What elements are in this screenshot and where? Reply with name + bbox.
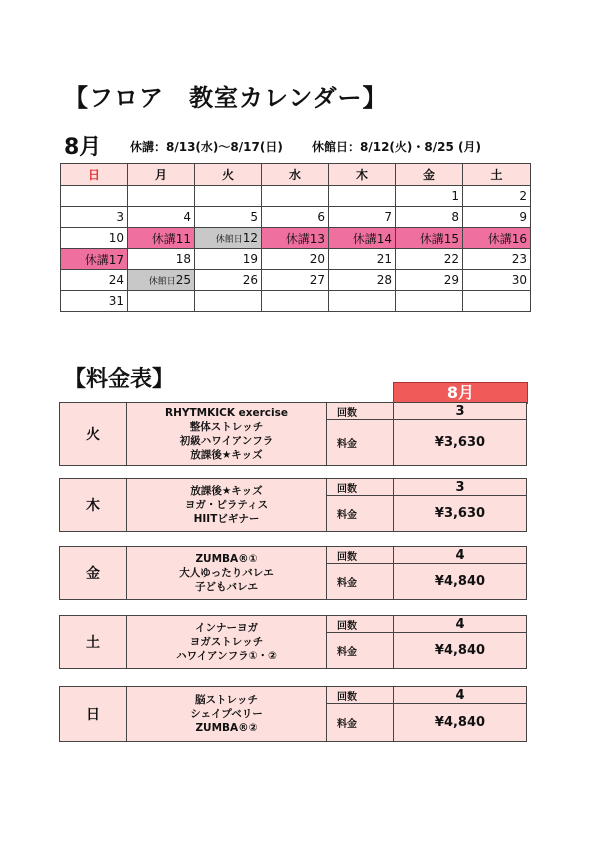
calendar-day: 20 xyxy=(262,249,329,270)
fee-classes xyxy=(127,403,327,466)
fee-price: ¥4,840 xyxy=(394,704,527,742)
calendar-day: 7 xyxy=(329,207,396,228)
count-label: 回数 xyxy=(327,403,394,420)
calendar-week-5 xyxy=(61,270,531,291)
calendar-week-6 xyxy=(61,291,531,312)
calendar-day: 23 xyxy=(463,249,531,270)
class-name: 放課後★キッズ xyxy=(190,449,263,461)
calendar-day xyxy=(329,291,396,312)
calendar-day: 21 xyxy=(329,249,396,270)
calendar-day xyxy=(195,291,262,312)
fee-label: 料金 xyxy=(327,496,394,532)
calendar-week-1 xyxy=(61,186,531,207)
calendar-day: 3 xyxy=(61,207,128,228)
calendar-day: 27 xyxy=(262,270,329,291)
fee-classes xyxy=(127,687,327,742)
calendar-day xyxy=(61,186,128,207)
count-value: 3 xyxy=(394,479,527,496)
weekday-tue: 火 xyxy=(195,164,262,186)
class-name: HIITビギナー xyxy=(193,513,260,525)
calendar-day: 4 xyxy=(128,207,195,228)
fee-table-title: 【料金表】 xyxy=(64,367,175,392)
fee-classes xyxy=(127,479,327,532)
class-name: インナーヨガ xyxy=(195,622,258,634)
count-label: 回数 xyxy=(327,547,394,564)
fee-label: 料金 xyxy=(327,704,394,742)
calendar-week-3 xyxy=(61,228,531,249)
count-label: 回数 xyxy=(327,616,394,633)
page-title: 【フロア 教室カレンダー】 xyxy=(64,84,388,112)
calendar-day-closed xyxy=(128,270,195,291)
calendar-day: 5 xyxy=(195,207,262,228)
calendar-day xyxy=(262,291,329,312)
fee-group-thu xyxy=(59,478,527,532)
class-name: ヨガストレッチ xyxy=(189,636,264,648)
count-label: 回数 xyxy=(327,479,394,496)
calendar-day: 28 xyxy=(329,270,396,291)
fee-label: 料金 xyxy=(327,564,394,600)
fee-day: 木 xyxy=(60,479,127,532)
month-heading: 8月 xyxy=(64,135,102,160)
calendar-day: 31 xyxy=(61,291,128,312)
calendar-day: 8 xyxy=(396,207,463,228)
calendar-day-lesson-break: 休講15 xyxy=(396,228,463,249)
fee-price: ¥4,840 xyxy=(394,633,527,669)
count-value: 3 xyxy=(394,403,527,420)
closed-days-note: 休館日：8/12(火)・8/25 (月) xyxy=(312,140,481,154)
fee-day: 日 xyxy=(60,687,127,742)
class-name: ZUMBA®① xyxy=(195,553,258,565)
calendar-day xyxy=(396,291,463,312)
class-name: 脳ストレッチ xyxy=(195,694,258,706)
weekday-sat: 土 xyxy=(463,164,531,186)
calendar-day: 29 xyxy=(396,270,463,291)
calendar-day: 1 xyxy=(396,186,463,207)
closed-day-label: 休館日25 xyxy=(148,273,191,287)
calendar-day: 22 xyxy=(396,249,463,270)
calendar-day: 18 xyxy=(128,249,195,270)
fee-label: 料金 xyxy=(327,633,394,669)
weekday-fri: 金 xyxy=(396,164,463,186)
calendar-day xyxy=(463,291,531,312)
count-label: 回数 xyxy=(327,687,394,704)
calendar-day-lesson-break: 休講11 xyxy=(128,228,195,249)
class-name: 放課後★キッズ xyxy=(190,485,263,497)
count-value: 4 xyxy=(394,547,527,564)
fee-price: ¥3,630 xyxy=(394,496,527,532)
calendar-week-2 xyxy=(61,207,531,228)
calendar-day xyxy=(262,186,329,207)
calendar-table xyxy=(60,163,531,312)
calendar-day: 2 xyxy=(463,186,531,207)
fee-price: ¥4,840 xyxy=(394,564,527,600)
calendar-day xyxy=(128,291,195,312)
calendar-day: 6 xyxy=(262,207,329,228)
fee-group-sat xyxy=(59,615,527,669)
weekday-thu: 木 xyxy=(329,164,396,186)
calendar-day xyxy=(329,186,396,207)
weekday-wed: 水 xyxy=(262,164,329,186)
fee-group-tue xyxy=(59,402,527,466)
class-name: ZUMBA®② xyxy=(195,722,258,734)
class-name: ヨガ・ピラティス xyxy=(184,499,269,511)
fee-group-fri xyxy=(59,546,527,600)
calendar-week-4 xyxy=(61,249,531,270)
fee-group-sun xyxy=(59,686,527,742)
lesson-break-note: 休講：8/13(水)～8/17(日) xyxy=(130,140,283,154)
class-name: RHYTMKICK exercise xyxy=(164,407,289,419)
calendar-day: 9 xyxy=(463,207,531,228)
count-value: 4 xyxy=(394,687,527,704)
class-name: 大人ゆったりバレエ xyxy=(179,567,274,579)
calendar-day-lesson-break: 休講14 xyxy=(329,228,396,249)
count-value: 4 xyxy=(394,616,527,633)
fee-day: 金 xyxy=(60,547,127,600)
class-name: ハワイアンフラ①・② xyxy=(176,650,277,662)
calendar-weekday-row xyxy=(61,164,531,186)
class-name: 初級ハワイアンフラ xyxy=(179,435,274,447)
calendar-day: 30 xyxy=(463,270,531,291)
class-name: シェイプベリー xyxy=(190,708,263,720)
calendar-day xyxy=(195,186,262,207)
calendar-day xyxy=(128,186,195,207)
calendar-day: 10 xyxy=(61,228,128,249)
fee-price: ¥3,630 xyxy=(394,420,527,466)
weekday-mon: 月 xyxy=(128,164,195,186)
fee-day: 土 xyxy=(60,616,127,669)
class-name: 整体ストレッチ xyxy=(189,421,264,433)
weekday-sun: 日 xyxy=(61,164,128,186)
fee-classes xyxy=(127,547,327,600)
fee-day: 火 xyxy=(60,403,127,466)
calendar-day-lesson-break: 休講17 xyxy=(61,249,128,270)
calendar-day: 24 xyxy=(61,270,128,291)
calendar-day-closed xyxy=(195,228,262,249)
calendar-day: 19 xyxy=(195,249,262,270)
calendar-day: 26 xyxy=(195,270,262,291)
class-name: 子どもバレエ xyxy=(195,581,258,593)
closed-day-label: 休館日12 xyxy=(215,231,258,245)
calendar-day-lesson-break: 休講16 xyxy=(463,228,531,249)
fee-month-header: 8月 xyxy=(393,382,528,404)
calendar-day-lesson-break: 休講13 xyxy=(262,228,329,249)
fee-label: 料金 xyxy=(327,420,394,466)
fee-classes xyxy=(127,616,327,669)
